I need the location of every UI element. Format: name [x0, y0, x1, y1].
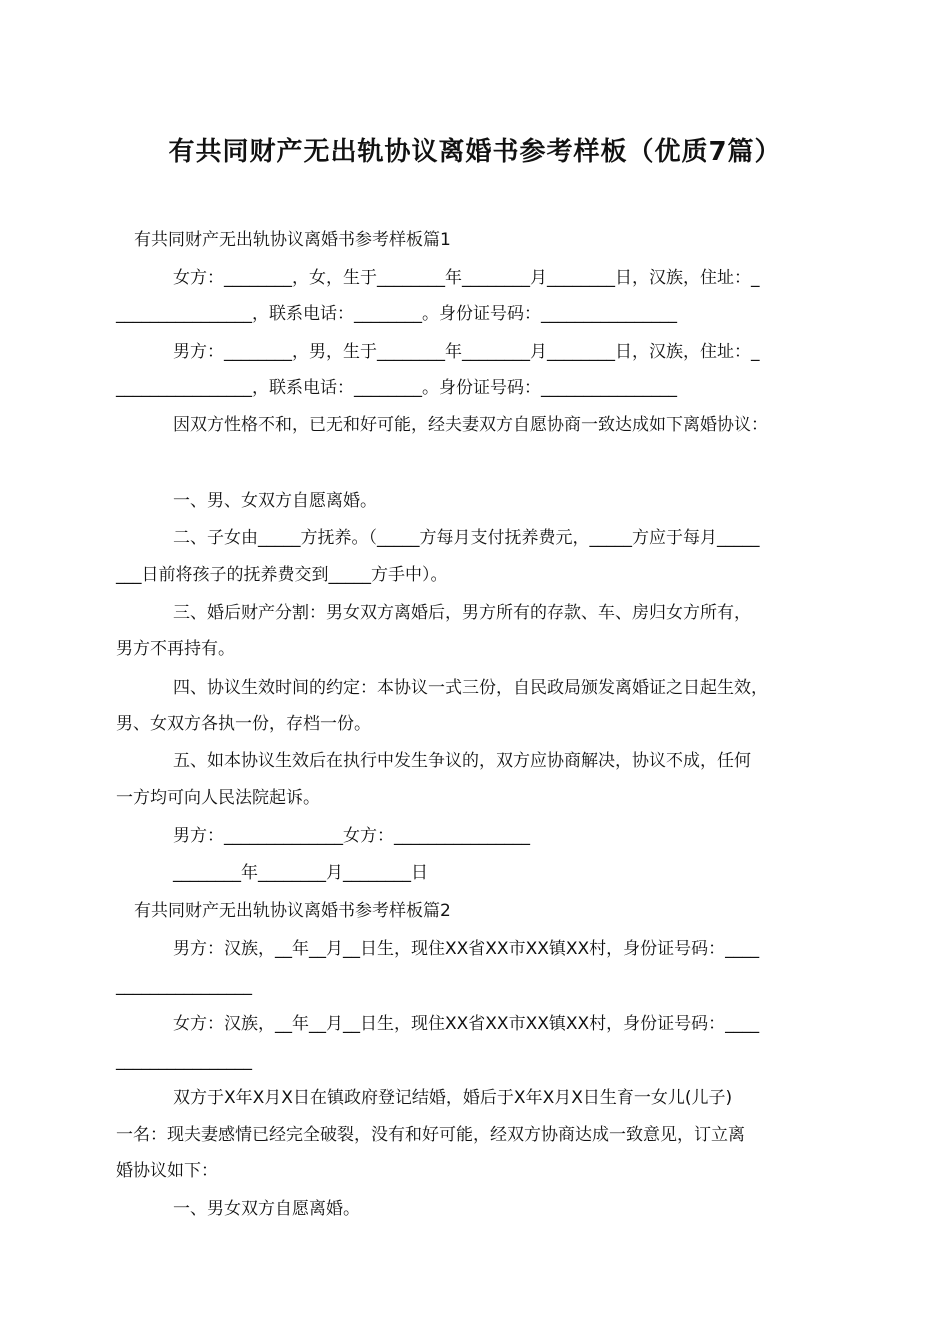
clause-1: 一、男、女双方自愿离婚。: [173, 491, 377, 511]
female-party-line-2: 女方：汉族，__年__月__日生，现住XX省XX市XX镇XX村，身份证号码：____: [173, 1014, 760, 1034]
clause-2-cont: ___日前将孩子的抚养费交到_____方手中）。: [116, 565, 448, 585]
female-party-line-2-cont: ________________: [116, 1051, 252, 1071]
marriage-statement-cont: 一名：现夫妻感情已经完全破裂，没有和好可能，经双方协商达成一致意见，订立离: [116, 1125, 745, 1145]
clause-4: 四、协议生效时间的约定：本协议一式三份，自民政局颁发离婚证之日起生效，: [173, 678, 768, 698]
clause-3: 三、婚后财产分割：男女双方离婚后，男方所有的存款、车、房归女方所有，: [173, 603, 751, 623]
clause-2: 二、子女由_____方抚养。（_____方每月支付抚养费元，_____方应于每月_____: [173, 528, 760, 548]
male-party-line-2-cont: ________________: [116, 976, 252, 996]
section-heading-2: 有共同财产无出轨协议离婚书参考样板篇2: [134, 901, 451, 921]
male-party-line-2: 男方：汉族，__年__月__日生，现住XX省XX市XX镇XX村，身份证号码：____: [173, 939, 760, 959]
agreement-intro: 因双方性格不和，已无和好可能，经夫妻双方自愿协商一致达成如下离婚协议：: [173, 415, 768, 435]
section-heading-1: 有共同财产无出轨协议离婚书参考样板篇1: [134, 230, 451, 250]
clause-5-cont: 一方均可向人民法院起诉。: [116, 788, 320, 808]
signature-line: 男方：______________女方：________________: [173, 826, 530, 846]
marriage-statement-cont-2: 婚协议如下：: [116, 1161, 218, 1181]
male-party-line-cont: ________________，联系电话：________。身份证号码：________________: [116, 378, 677, 398]
clause-3-cont: 男方不再持有。: [116, 639, 235, 659]
female-party-line-cont: ________________，联系电话：________。身份证号码：________________: [116, 304, 677, 324]
clause-5: 五、如本协议生效后在执行中发生争议的，双方应协商解决，协议不成，任何: [173, 751, 751, 771]
female-party-line: 女方：________，女，生于________年________月________日，汉族，住址：_: [173, 268, 760, 288]
date-line: ________年________月________日: [173, 863, 428, 883]
document-title: 有共同财产无出轨协议离婚书参考样板（优质7篇）: [168, 137, 782, 167]
clause-1-section-2: 一、男女双方自愿离婚。: [173, 1199, 360, 1219]
male-party-line: 男方：________，男，生于________年________月________日，汉族，住址：_: [173, 342, 760, 362]
clause-4-cont: 男、女双方各执一份，存档一份。: [116, 714, 371, 734]
marriage-statement: 双方于X年X月X日在镇政府登记结婚，婚后于X年X月X日生育一女儿(儿子): [173, 1088, 733, 1108]
